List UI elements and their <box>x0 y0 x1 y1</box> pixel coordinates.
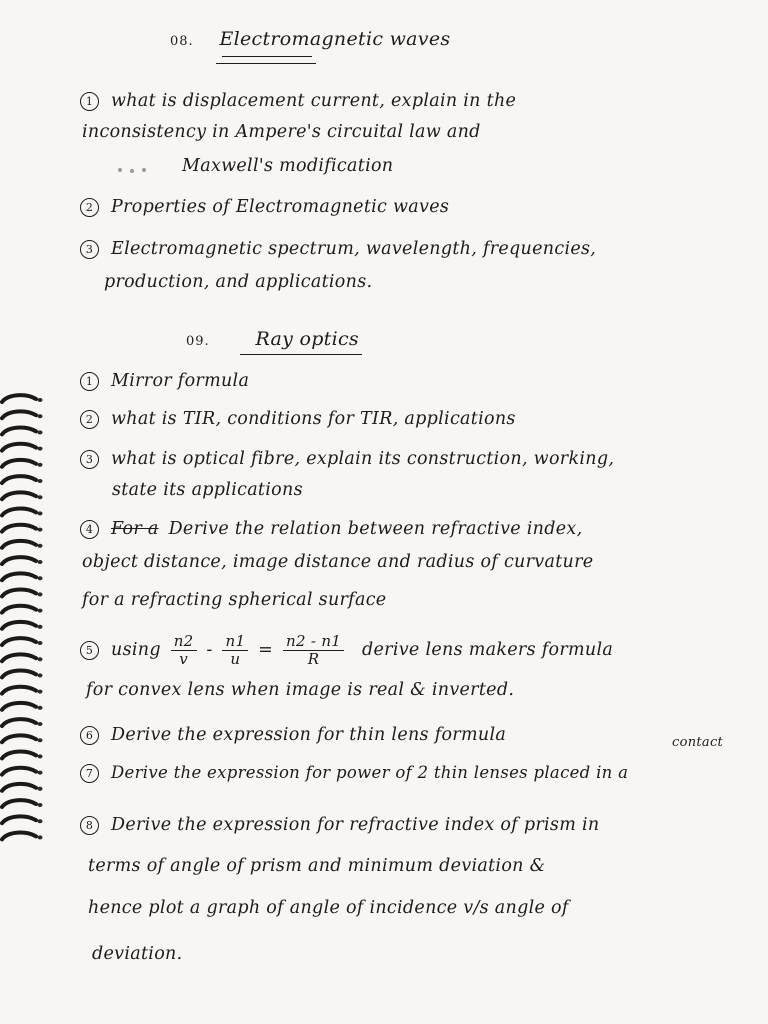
spiral-coil <box>2 606 36 613</box>
item-line: what is TIR, conditions for TIR, applications <box>111 409 516 429</box>
struck-text: For a <box>111 519 159 539</box>
punch-hole <box>38 430 43 434</box>
punch-hole <box>38 641 43 645</box>
item-line: Derive the expression for power of 2 thin lenses placed in a <box>111 763 629 782</box>
minus-sign: - <box>206 640 213 660</box>
punch-hole <box>38 625 43 629</box>
section-header-08 <box>170 30 450 50</box>
spiral-coil <box>2 816 36 823</box>
punch-hole <box>38 463 43 467</box>
punch-hole <box>38 609 43 613</box>
punch-hole <box>38 690 43 694</box>
list-item <box>80 372 249 391</box>
section-title: Electromagnetic waves <box>219 28 451 50</box>
item-line: deviation. <box>92 944 183 964</box>
spiral-coil <box>2 671 36 678</box>
punch-hole <box>38 754 43 758</box>
spiral-coil <box>2 509 36 516</box>
item-lead: using <box>111 640 161 660</box>
list-item <box>80 634 613 667</box>
punch-hole <box>38 447 43 451</box>
spiral-coil <box>2 460 36 467</box>
punch-hole <box>38 560 43 564</box>
fraction <box>171 634 197 667</box>
spiral-coil <box>2 654 36 661</box>
section-number: 08. <box>170 34 194 49</box>
section-header-09 <box>186 330 359 350</box>
spiral-coil <box>2 476 36 483</box>
list-item <box>80 764 628 783</box>
item-number-circle: 2 <box>80 410 99 429</box>
spiral-coil <box>2 622 36 629</box>
item-line: terms of angle of prism and minimum deviation & <box>88 856 546 876</box>
list-item <box>80 520 582 539</box>
punch-hole <box>38 722 43 726</box>
item-number-circle: 5 <box>80 641 99 660</box>
spiral-coil <box>2 444 36 451</box>
punch-hole <box>38 819 43 823</box>
punch-hole <box>38 592 43 596</box>
spiral-coil <box>2 541 36 548</box>
item-line: Derive the relation between refractive index, <box>168 519 583 539</box>
numerator: n1 <box>222 634 248 651</box>
punch-hole <box>38 738 43 742</box>
punch-hole <box>38 835 43 839</box>
item-line: Mirror formula <box>111 371 250 391</box>
spiral-coil <box>2 525 36 532</box>
punch-hole <box>38 576 43 580</box>
numerator: n2 <box>171 634 197 651</box>
punch-hole <box>38 657 43 661</box>
spiral-coil <box>2 833 36 840</box>
ink-dot <box>142 168 146 172</box>
list-item <box>80 410 516 429</box>
item-line: for convex lens when image is real & inverted. <box>86 680 515 700</box>
punch-hole <box>38 398 43 402</box>
item-line: object distance, image distance and radius of curvature <box>82 552 594 572</box>
spiral-coil <box>2 719 36 726</box>
ink-dot <box>118 168 122 172</box>
item-number-circle: 6 <box>80 726 99 745</box>
spiral-coil <box>2 800 36 807</box>
spiral-coil <box>2 703 36 710</box>
spiral-binding <box>0 0 48 1024</box>
list-item <box>80 198 449 217</box>
title-underline <box>222 56 312 57</box>
punch-hole <box>38 511 43 515</box>
item-line: inconsistency in Ampere's circuital law and <box>82 122 481 142</box>
item-line: for a refracting spherical surface <box>82 590 387 610</box>
punch-hole <box>38 544 43 548</box>
item-number-circle: 3 <box>80 240 99 259</box>
item-line: what is optical fibre, explain its construction, working, <box>111 449 615 469</box>
list-item <box>80 92 516 111</box>
denominator: u <box>230 650 241 668</box>
spiral-coil <box>2 752 36 759</box>
punch-hole <box>38 787 43 791</box>
punch-hole <box>38 414 43 418</box>
list-item <box>80 240 596 259</box>
list-item <box>80 450 614 469</box>
punch-hole <box>38 528 43 532</box>
item-line: Properties of Electromagnetic waves <box>111 197 450 217</box>
item-number-circle: 8 <box>80 816 99 835</box>
spiral-coil <box>2 687 36 694</box>
equals-sign: = <box>258 640 274 660</box>
spiral-coil <box>2 557 36 564</box>
denominator: R <box>307 650 320 668</box>
spiral-coil <box>2 411 36 418</box>
spiral-coil <box>2 395 36 402</box>
spiral-coil <box>2 735 36 742</box>
section-number: 09. <box>186 334 210 349</box>
punch-hole <box>38 673 43 677</box>
spiral-coil <box>2 638 36 645</box>
item-number-circle: 7 <box>80 764 99 783</box>
item-line: Derive the expression for refractive index of prism in <box>111 815 600 835</box>
item-line: Derive the expression for thin lens formula <box>111 725 507 745</box>
denominator: v <box>179 650 188 668</box>
ink-dot <box>130 169 134 173</box>
item-number-circle: 4 <box>80 520 99 539</box>
fraction <box>222 634 248 667</box>
list-item <box>80 816 599 835</box>
section-title: Ray optics <box>255 328 359 350</box>
item-tail: derive lens makers formula <box>362 640 614 660</box>
spiral-coil <box>2 590 36 597</box>
punch-hole <box>38 706 43 710</box>
item-line: hence plot a graph of angle of incidence v/s angle of <box>88 898 569 918</box>
item-line: state its applications <box>112 480 303 500</box>
item-line: Maxwell's modification <box>182 156 394 176</box>
item-number-circle: 1 <box>80 92 99 111</box>
spiral-coil <box>2 573 36 580</box>
inserted-word: contact <box>672 735 724 750</box>
spiral-coil <box>2 428 36 435</box>
item-number-circle: 2 <box>80 198 99 217</box>
punch-hole <box>38 479 43 483</box>
item-line: Electromagnetic spectrum, wavelength, frequencies, <box>111 239 597 259</box>
numerator: n2 - n1 <box>283 634 344 651</box>
list-item <box>80 726 506 745</box>
item-line: what is displacement current, explain in the <box>111 91 517 111</box>
fraction <box>283 634 344 667</box>
punch-hole <box>38 495 43 499</box>
spiral-coil <box>2 768 36 775</box>
title-underline <box>216 63 316 64</box>
spiral-coil <box>2 784 36 791</box>
punch-hole <box>38 771 43 775</box>
item-line: production, and applications. <box>104 272 373 292</box>
item-number-circle: 1 <box>80 372 99 391</box>
punch-hole <box>38 803 43 807</box>
spiral-coil <box>2 492 36 499</box>
item-number-circle: 3 <box>80 450 99 469</box>
title-underline <box>240 354 362 355</box>
